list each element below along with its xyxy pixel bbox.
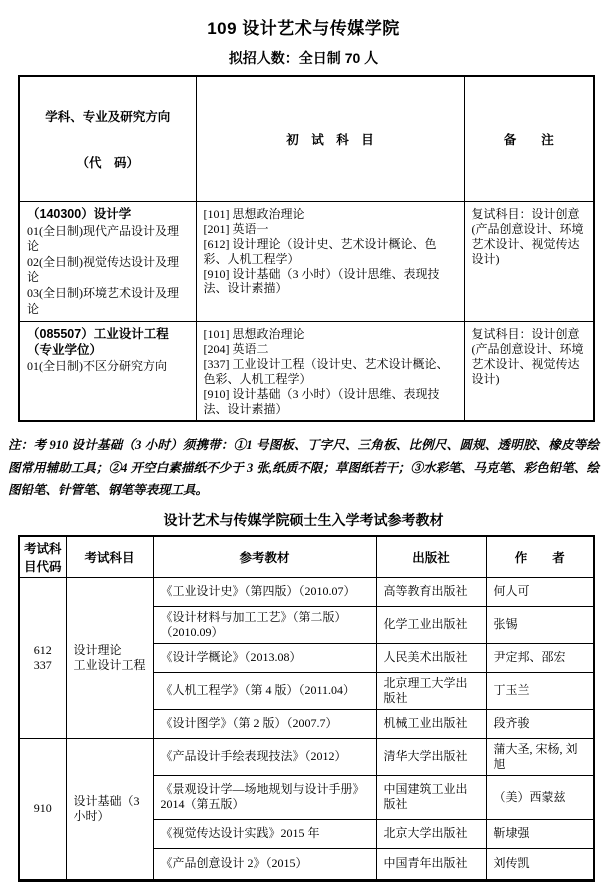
book-author: 张锡 [486,606,594,643]
book-publisher: 高等教育出版社 [376,577,486,606]
exam-subject: [101] 思想政治理论 [203,207,305,221]
page-title: 109 设计艺术与传媒学院 [207,19,400,38]
exam-subject: [612] 设计理论（设计史、艺术设计概论、色彩、人机工程学） [203,236,437,266]
book-author: 刘传凯 [486,848,594,880]
book-author: 何人可 [486,577,594,606]
book-author: 段齐骏 [486,709,594,738]
subject-name: 设计理论 [73,642,122,657]
admission-row-industrial-design [19,322,594,422]
header-subject: 考试科目 [66,536,153,578]
exam-subject: [204] 英语二 [203,342,269,357]
research-direction: 01(全日制)现代产品设计及理论 [27,223,179,254]
subjects-cell [196,202,464,322]
subject-code-cell [19,577,66,738]
book-author: （美）西蒙兹 [486,775,594,819]
header-subject-code: 考试科目代码 [19,536,66,578]
exam-materials-note: 注：考 910 设计基础（3 小时）须携带：①1 号图板、丁字尺、三角板、比例尺、圆规、透明胶、橡皮等绘图常用辅助工具；②4 开空白素描纸不少于 3 张,纸质不限；草图纸若干；③水彩笔、马克笔、彩色铅笔、绘图铅笔、针管笔、钢笔等表现工具。 [8,438,599,498]
subject-name-cell [66,577,153,738]
subjects-cell [196,322,464,422]
book-title: 《产品设计手绘表现技法》（2012） [153,738,376,775]
admission-table-header-row [19,76,594,202]
exam-subject: [910] 设计基础（3 小时）（设计思维、表现技法、设计素描） [203,386,440,416]
book-publisher: 化学工业出版社 [376,606,486,643]
major-cell [19,202,196,322]
exam-subject: [910] 设计基础（3 小时）（设计思维、表现技法、设计素描） [203,266,440,296]
book-title: 《设计学概论》（2013.08） [153,643,376,672]
header-initial-exam-subjects: 初 试 科 目 [196,76,464,202]
subject-code: 337 [33,657,52,672]
header-remarks: 备 注 [464,76,594,202]
book-title: 《工业设计史》（第四版）（2010.07） [153,577,376,606]
book-title: 《产品创意设计 2》（2015） [153,848,376,880]
subject-code: 910 [33,801,52,816]
book-row [19,738,594,775]
subject-name: 工业设计工程 [73,657,146,672]
book-author: 尹定邦、邵宏 [486,643,594,672]
reference-table [18,535,595,882]
exam-subject: [337] 工业设计工程（设计史、艺术设计概论、色彩、人机工程学） [203,356,449,386]
book-title: 《设计材料与加工工艺》（第二版）（2010.09） [153,606,376,643]
admission-count-subtitle: 拟招人数：全日制 70 人 [228,50,379,66]
major-title: （085507）工业设计工程（专业学位） [27,327,169,357]
book-publisher: 中国青年出版社 [376,848,486,880]
subject-code-cell [19,738,66,880]
exam-subject: [101] 思想政治理论 [203,327,305,342]
book-publisher: 北京理工大学出版社 [376,672,486,709]
header-author: 作 者 [486,536,594,578]
subject-name: 设计基础（3 小时） [73,793,140,823]
book-author: 蒲大圣, 宋杨, 刘旭 [486,738,594,775]
remark-cell: 复试科目：设计创意(产品创意设计、环境艺术设计、视觉传达设计) [464,202,594,322]
header-major-direction-line2: （代 码） [76,156,139,170]
research-direction: 01(全日制)不区分研究方向 [27,359,167,374]
research-direction: 02(全日制)视觉传达设计及理论 [27,254,179,285]
major-title: （140300）设计学 [27,207,132,221]
book-publisher: 北京大学出版社 [376,819,486,848]
reference-table-header-row [19,536,594,578]
header-major-direction [19,76,196,202]
admission-table [18,75,595,422]
subject-code: 612 [33,642,52,657]
header-reference-book: 参考教材 [153,536,376,578]
book-title: 《设计图学》（第 2 版）（2007.7） [153,709,376,738]
book-publisher: 中国建筑工业出版社 [376,775,486,819]
book-publisher: 机械工业出版社 [376,709,486,738]
header-major-direction-line1: 学科、专业及研究方向 [45,110,171,124]
reference-table-title: 设计艺术与传媒学院硕士生入学考试参考教材 [163,511,444,528]
book-title: 《景观设计学—场地规划与设计手册》2014（第五版） [153,775,376,819]
remark-cell: 复试科目：设计创意(产品创意设计、环境艺术设计、视觉传达设计) [464,322,594,422]
book-author: 丁玉兰 [486,672,594,709]
admission-row-design [19,202,594,322]
major-cell [19,322,196,422]
book-title: 《人机工程学》（第 4 版）（2011.04） [153,672,376,709]
book-publisher: 清华大学出版社 [376,738,486,775]
book-row [19,577,594,606]
book-title: 《视觉传达设计实践》2015 年 [153,819,376,848]
book-author: 靳埭强 [486,819,594,848]
research-direction: 03(全日制)环境艺术设计及理论 [27,286,179,316]
header-publisher: 出版社 [376,536,486,578]
book-publisher: 人民美术出版社 [376,643,486,672]
subject-name-cell [66,738,153,880]
exam-subject: [201] 英语一 [203,221,269,236]
